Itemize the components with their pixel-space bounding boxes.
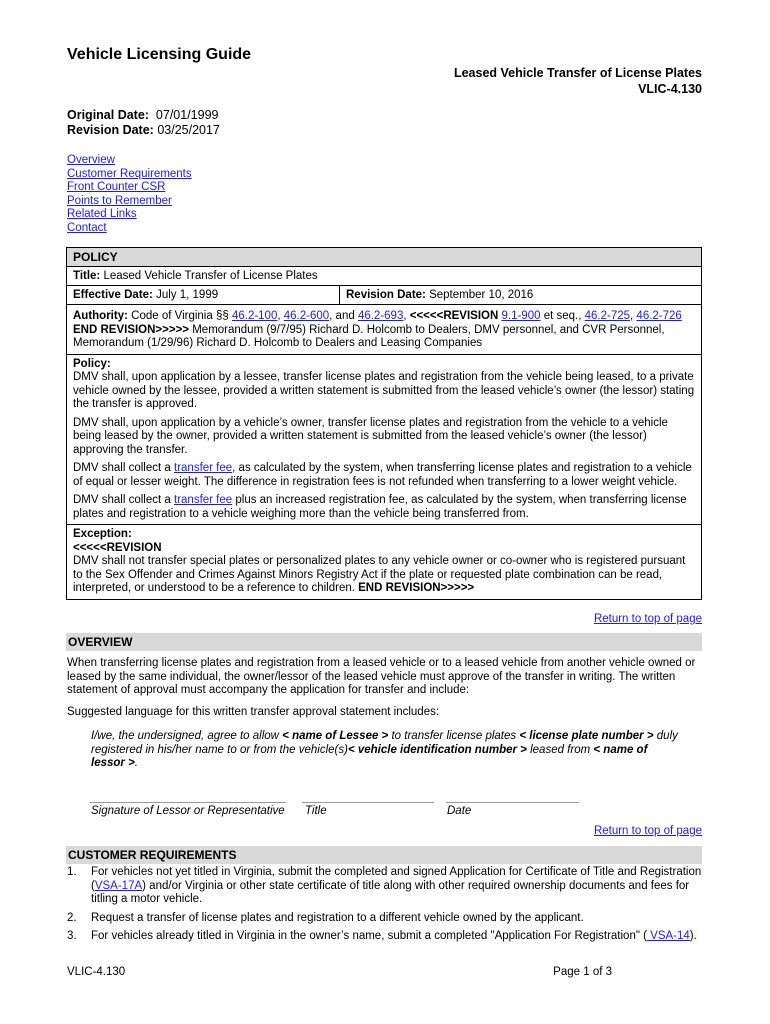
item-1-b: ) and/or Virginia or other state certificate of title along with other required ownership documents and fees for titling a motor vehicle.	[91, 879, 690, 905]
policy-revision-date: September 10, 2016	[429, 289, 534, 301]
customer-requirements-list	[67, 866, 703, 949]
doc-code: VLIC-4.130	[638, 82, 702, 96]
toc-link-customer-requirements[interactable]: Customer Requirements	[67, 167, 192, 180]
overview-p2: Suggested language for this written transfer approval statement includes:	[67, 705, 440, 718]
item-3-text	[91, 930, 697, 944]
policy-p4-b: plus an increased registration fee, as calculated by the system, when transferring license plates and registration to a vehicle weighing more than the vehicle being transferred from.	[73, 494, 687, 520]
toc-link-front-counter-csr[interactable]: Front Counter CSR	[67, 181, 166, 193]
policy-title: Leased Vehicle Transfer of License Plates	[103, 270, 318, 282]
item-2-text: Request a transfer of license plates and registration to a different vehicle owned by the applicant.	[91, 911, 584, 924]
policy-revision-label: Revision Date:	[346, 289, 426, 301]
item-1-text	[91, 866, 703, 907]
revision-open: <<<<<REVISION	[409, 310, 499, 322]
policy-body-row	[67, 355, 701, 526]
item-1-a: For vehicles not yet titled in Virginia, submit the completed and signed Application for Certificate of Title and Registration (	[91, 866, 702, 892]
signature-line-title	[302, 802, 434, 803]
authority-row: Authority: Code of Virginia §§ 46.2-100, 46.2-600, and 46.2-693, <<<<<REVISION 9.1-900 et seq., 46.2-725, 46.2-726 END REVISION>>>>> Memorandum (9/7/95) Richard D. Holcomb to Dealers, DMV personnel, and CVR Personnel, Memorandum (1/29/96) Richard D. Holcomb to Dealers and Leasing Companies	[67, 305, 701, 355]
signature-label-title: Title	[305, 805, 327, 817]
approval-statement: I/we, the undersigned, agree to allow < name of Lessee > to transfer license plates < license plate number > duly registered in his/her name to or from the vehicle(s)< vehicle identification number > leased from < name of lessor >.	[91, 730, 678, 769]
end-revision: END REVISION>>>>>	[73, 323, 190, 336]
list-num: 3.	[67, 930, 77, 942]
toc-link-contact[interactable]: Contact	[67, 221, 107, 234]
authority-label: Authority:	[73, 310, 128, 322]
original-date: 07/01/1999	[155, 108, 219, 122]
effective-date-label: Effective Date:	[73, 289, 153, 301]
policy-title-label: Title:	[73, 270, 101, 282]
footer-page-number: Page 1 of 3	[553, 966, 612, 978]
revision-date-label: Revision Date:	[67, 123, 154, 137]
stmt-plate: < license plate number >	[519, 730, 654, 742]
et-seq: et seq.,	[543, 310, 582, 322]
signature-line-date	[446, 802, 579, 803]
dates-block	[67, 108, 220, 138]
policy-dates-row	[67, 286, 701, 305]
stmt-d: leased from	[530, 743, 591, 756]
policy-table	[66, 247, 702, 600]
original-date-label: Original Date:	[67, 108, 149, 122]
stmt-a: I/we, the undersigned, agree to allow	[91, 730, 279, 742]
policy-p4	[73, 494, 695, 521]
signature-label-date: Date	[447, 805, 472, 817]
list-item	[67, 912, 703, 926]
document-title	[454, 65, 702, 97]
customer-requirements-heading: CUSTOMER REQUIREMENTS	[66, 846, 702, 864]
footer-code: VLIC-4.130	[67, 966, 126, 978]
authority-text: Code of Virginia §§	[131, 310, 229, 322]
return-to-top-link-1[interactable]: Return to top of page	[593, 613, 702, 625]
list-num: 2.	[67, 911, 77, 924]
guide-title: Vehicle Licensing Guide	[67, 46, 252, 63]
policy-heading: POLICY	[67, 248, 701, 267]
vsa-17a-link[interactable]: VSA-17A	[94, 879, 143, 892]
link-46-2-600[interactable]: 46.2-600	[283, 310, 330, 322]
table-of-contents	[67, 154, 192, 235]
toc-link-related-links[interactable]: Related Links	[67, 208, 137, 220]
revision-date: 03/25/2017	[157, 123, 220, 137]
policy-p3-a: DMV shall collect a	[73, 462, 171, 474]
memo-text: Memorandum (9/7/95) Richard D. Holcomb to Dealers, DMV personnel, and CVR Personnel, Memorandum (1/29/96) Richard D. Holcomb to Dealers and Leasing Companies	[73, 323, 665, 349]
policy-label: Policy:	[73, 357, 111, 370]
link-46-2-726[interactable]: 46.2-726	[636, 310, 682, 322]
link-46-2-693[interactable]: 46.2-693	[357, 310, 404, 322]
and-text: , and	[329, 310, 355, 322]
list-item	[67, 866, 703, 907]
exception-label: Exception:	[73, 528, 132, 540]
policy-p2: DMV shall, upon application by a vehicle’s owner, transfer license plates and registration from the vehicle to a vehicle being leased by the owner, provided a written statement is submitted from the leased vehicle’s owner (the lessor) approving the transfer.	[73, 416, 668, 456]
exception-end: END REVISION>>>>>	[358, 582, 475, 594]
link-46-2-100[interactable]: 46.2-100	[231, 310, 278, 322]
exception-revision: <<<<<REVISION	[73, 541, 162, 554]
effective-date: July 1, 1999	[156, 289, 219, 301]
item-3-a: For vehicles already titled in Virginia in the owner’s name, submit a completed "Application For Registration" (	[91, 930, 647, 942]
policy-title-row	[67, 267, 701, 286]
list-num: 1.	[67, 866, 77, 878]
policy-p4-a: DMV shall collect a	[73, 494, 171, 506]
overview-heading: OVERVIEW	[66, 633, 702, 651]
link-46-2-725[interactable]: 46.2-725	[584, 310, 631, 322]
overview-p1: When transferring license plates and registration from a leased vehicle or to a leased vehicle from another vehicle owned or leased by the same individual, the owner/lessor of the leased vehicle must approve of the transfer in writing. The written statement of approval must accompany the application for transfer and include:	[67, 657, 696, 696]
toc-link-points-to-remember[interactable]: Points to Remember	[67, 194, 172, 207]
vsa-14-link[interactable]: VSA-14	[646, 930, 690, 942]
policy-p1: DMV shall, upon application by a lessee, transfer license plates and registration from the vehicle being leased, to a private vehicle owned by the lessee, provided a written statement is submitted from the leased vehicle’s owner (the lessor) stating the transfer is approved.	[73, 371, 695, 410]
doc-title-text: Leased Vehicle Transfer of License Plates	[453, 66, 702, 80]
policy-p3-b: , as calculated by the system, when transferring license plates and registration to a vehicle of equal or lesser weight. The difference in registration fees is not refunded when transferring to a lower weight vehicle.	[73, 462, 692, 488]
stmt-lessor: < name of lessor >	[91, 743, 648, 769]
stmt-lessee: < name of Lessee >	[282, 730, 389, 742]
signature-line-lessor	[90, 802, 286, 803]
stmt-vin: < vehicle identification number >	[347, 743, 527, 756]
transfer-fee-link-2[interactable]: transfer fee	[174, 494, 233, 506]
policy-p3	[73, 462, 695, 489]
link-9-1-900[interactable]: 9.1-900	[501, 310, 541, 322]
return-to-top-link-2[interactable]: Return to top of page	[593, 825, 702, 837]
transfer-fee-link[interactable]: transfer fee	[174, 462, 233, 474]
toc-link-overview[interactable]: Overview	[67, 154, 115, 166]
item-3-b: ).	[689, 930, 697, 942]
exception-text: DMV shall not transfer special plates or personalized plates to any vehicle owner or co-owner who is registered pursuant to the Sex Offender and Crimes Against Minors Registry Act if the plate or requested plate combination can be read, interpreted, or understood to be a reference to children.	[73, 555, 686, 594]
stmt-c: duly registered in his/her name to or from the vehicle(s)	[91, 730, 678, 756]
list-item	[67, 930, 703, 944]
overview-body	[67, 657, 703, 727]
signature-label-lessor: Signature of Lessor or Representative	[91, 805, 285, 817]
stmt-b: to transfer license plates	[391, 730, 517, 742]
exception-row	[67, 525, 701, 599]
